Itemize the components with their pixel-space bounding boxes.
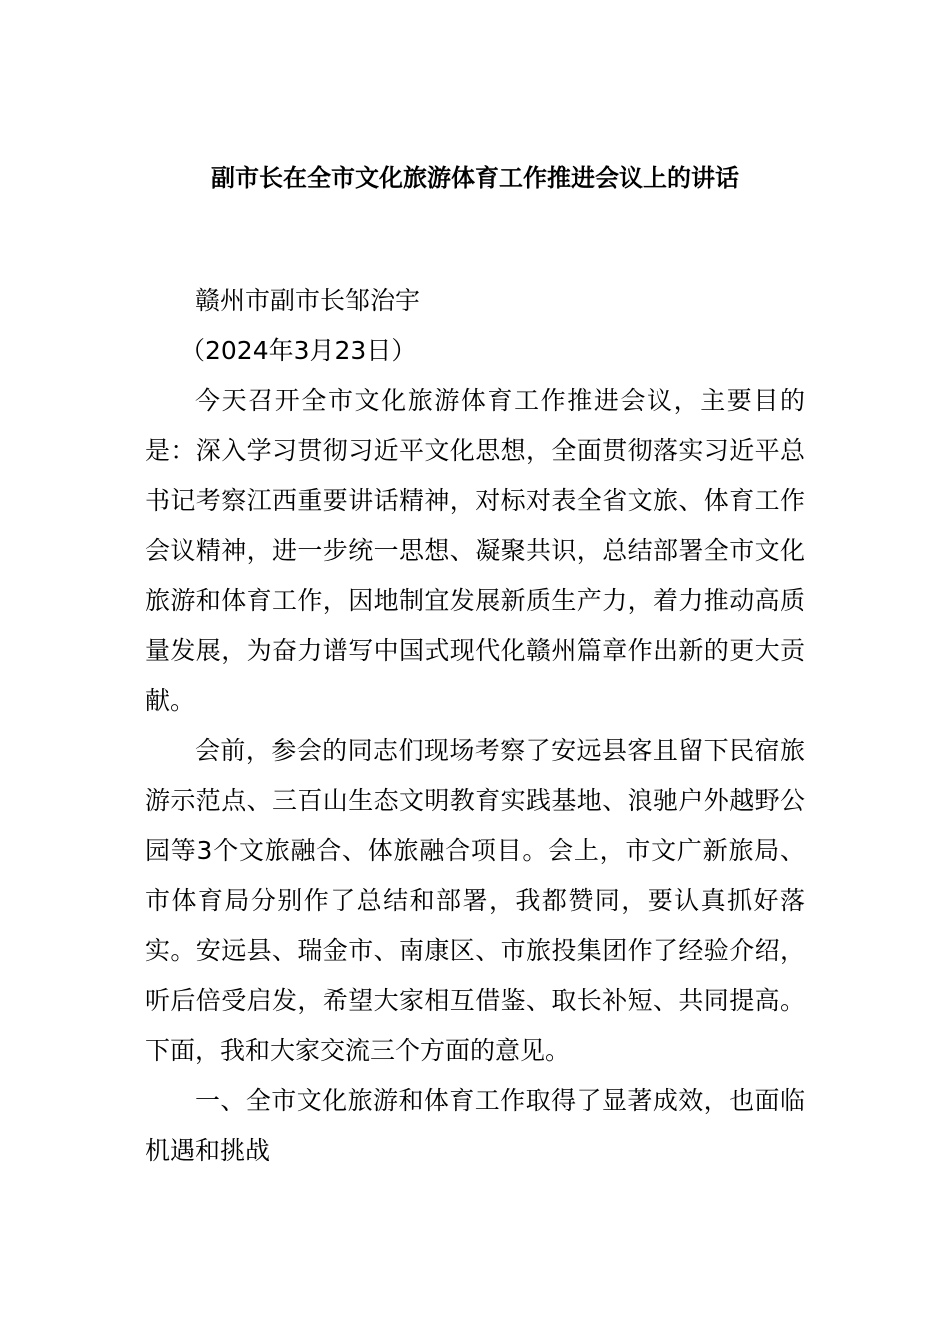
- speaker-line: 赣州市副市长邹治宇: [195, 286, 421, 315]
- paragraph-2: 会前，参会的同志们现场考察了安远县客且留下民宿旅游示范点、三百山生态文明教育实践基地、浪驰户外越野公园等3个文旅融合、体旅融合项目。会上，市文广新旅局、市体育局分别作了总结和部署，我都赞同，要认真抓好落实。安远县、瑞金市、南康区、市旅投集团作了经验介绍，听后倍受启发，希望大家相互借鉴、取长补短、共同提高。下面，我和大家交流三个方面的意见。: [145, 736, 805, 1065]
- section-heading-1: 一、全市文化旅游和体育工作取得了显著成效，也面临机遇和挑战: [145, 1086, 805, 1165]
- document-title: 副市长在全市文化旅游体育工作推进会议上的讲话: [211, 164, 739, 192]
- paragraph-1: 今天召开全市文化旅游体育工作推进会议，主要目的是：深入学习贯彻习近平文化思想，全面贯彻落实习近平总书记考察江西重要讲话精神，对标对表全省文旅、体育工作会议精神，进一步统一思想、凝聚共识，总结部署全市文化旅游和体育工作，因地制宜发展新质生产力，着力推动高质量发展，为奋力谱写中国式现代化赣州篇章作出新的更大贡献。: [145, 386, 805, 715]
- date-line: （2024年3月23日）: [180, 336, 417, 365]
- body-text: [145, 376, 805, 1176]
